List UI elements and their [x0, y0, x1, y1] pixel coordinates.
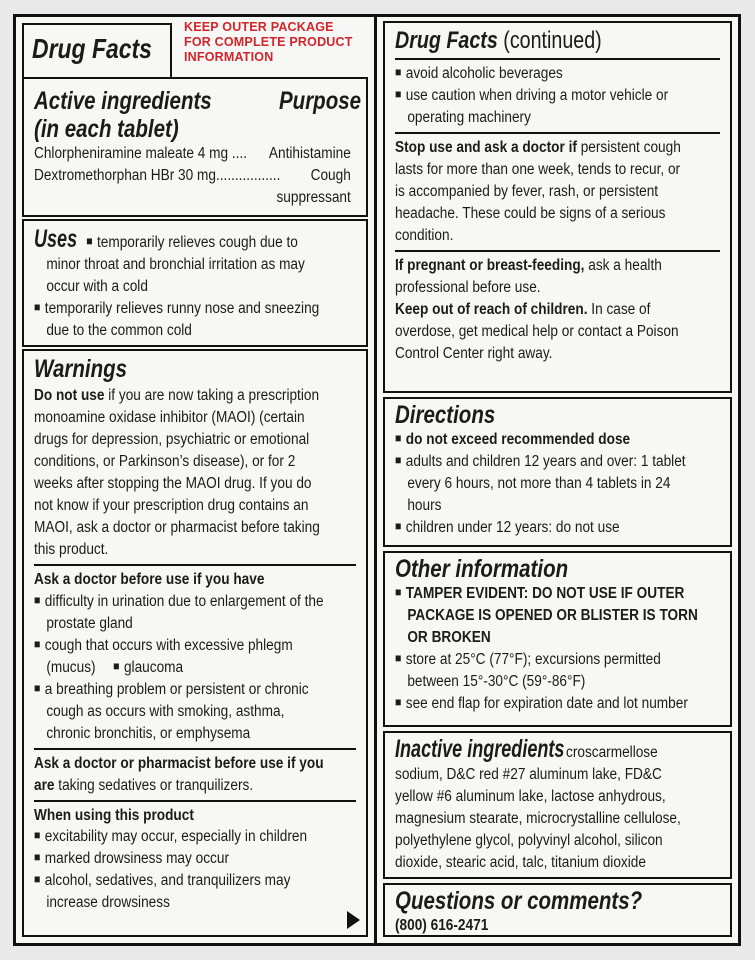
- questions-box: [383, 883, 732, 937]
- directions-heading: Directions: [395, 401, 496, 429]
- do-not-use-text: Do not use if you are now taking a prescription monoamine oxidase inhibitor (MAOI) (certain drugs for depression, psychiatric or emotional conditions, or Parkinson’s disease), or for 2 weeks after stopping the MAOI drug. If you do not know if your prescription drug contains an MAOI, ask a doctor or pharmacist before taking this product.: [34, 387, 320, 558]
- divider: [395, 132, 720, 134]
- uses-item: ■ temporarily relieves runny nose and sneezing due to the common cold: [34, 298, 354, 342]
- pregnancy-section: If pregnant or breast-feeding, ask a health professional before use. Keep out of reach of children. In case of overdose, get medical help or contact a Poison Control Center right away.: [395, 257, 679, 362]
- other-info-box: Other information ■ TAMPER EVIDENT: DO NOT USE IF OUTER PACKAGE IS OPENED OR BLISTER IS TORN OR BROKEN ■ store at 25°C (77°F); excursions permitted between 15°-30°C (59°-86°F) ■ see end flap for expiration date and lot number: [383, 551, 732, 727]
- questions-heading: Questions or comments?: [395, 887, 643, 915]
- ask-pharmacist-section: Ask a doctor or pharmacist before use if you are taking sedatives or tranquilizers.: [34, 755, 324, 794]
- active-ingredient-row: Chlorpheniramine maleate 4 mg .... Antihistamine: [34, 145, 351, 162]
- active-ingredients-subheading: (in each tablet): [34, 115, 179, 143]
- warnings-box: [22, 349, 368, 937]
- active-ingredient-row: Dextromethorphan HBr 30 mg................. Cough: [34, 167, 351, 184]
- divider: [34, 800, 356, 802]
- warnings-heading: Warnings: [34, 355, 128, 383]
- divider: [395, 250, 720, 252]
- inactive-ingredients-heading: Inactive ingredients: [395, 735, 565, 763]
- divider: [34, 564, 356, 566]
- ask-doctor-section: Ask a doctor before use if you have ■ difficulty in urination due to enlargement of the prostate gland ■ cough that occurs with excessive phlegm (mucus)■ glaucoma ■ a breathing problem or persistent or chronic cough as occurs with smoking, asthma, chronic bronchitis, or emphysema: [34, 569, 354, 745]
- active-ingredients-heading: Active ingredients: [34, 87, 212, 115]
- divider: [34, 748, 356, 750]
- when-using-section: When using this product ■ excitability may occur, especially in children ■ marked drowsiness may occur ■ alcohol, sedatives, and tranquilizers may increase drowsiness: [34, 805, 354, 913]
- uses-box: Uses ■ temporarily relieves cough due to minor throat and bronchial irritation as may occur with a cold ■ temporarily relieves runny nose and sneezing due to the common cold: [22, 219, 368, 347]
- continue-arrow-icon: [347, 911, 360, 929]
- uses-item: ■ temporarily relieves cough due to: [86, 234, 298, 251]
- uses-heading: Uses: [34, 225, 78, 253]
- active-ingredients-box: [22, 77, 368, 217]
- inactive-ingredients-box: Inactive ingredients croscarmellose sodium, D&C red #27 aluminum lake, FD&C yellow #6 aluminum lake, lactose anhydrous, magnesium stearate, microcrystalline cellulose, polyethylene glycol, polyvinyl alcohol, silicon dioxide, stearic acid, talc, titanium dioxide: [383, 731, 732, 879]
- stop-use-section: Stop use and ask a doctor if persistent cough lasts for more than one week, tends to recur, or is accompanied by fever, rash, or persistent headache. These could be signs of a serious condition.: [395, 139, 681, 244]
- other-info-heading: Other information: [395, 555, 569, 583]
- drug-facts-title: Drug Facts: [32, 33, 152, 64]
- active-ingredient-list: Chlorpheniramine maleate 4 mg .... Antihistamine Dextromethorphan HBr 30 mg................. Cough suppressant: [34, 145, 351, 206]
- continued-title: Drug Facts: [395, 27, 498, 54]
- drug-facts-panel: [13, 14, 741, 946]
- directions-box: Directions ■ do not exceed recommended dose ■ adults and children 12 years and over: 1 tablet every 6 hours, not more than 4 tablets in 24 hours ■ children under 12 years: do not use: [383, 397, 732, 547]
- drug-facts-title-box: [22, 23, 172, 79]
- right-column: [377, 17, 738, 943]
- divider: [395, 58, 720, 60]
- left-column: [16, 17, 377, 943]
- keep-package-notice: KEEP OUTER PACKAGE FOR COMPLETE PRODUCT INFORMATION: [184, 20, 353, 64]
- purpose-heading: Purpose: [278, 87, 361, 115]
- phone-number: (800) 616-2471: [395, 917, 489, 934]
- continued-box: Drug Facts (continued) ■ avoid alcoholic beverages ■ use caution when driving a motor vehicle or operating machinery Stop use and ask a doctor if persistent cough lasts for more than one week, tends to recur, or is accompanied by fever, rash, or persistent headache. These could be signs of a serious condition. If pregnant or breast-feeding, ask a health professional before use. Keep out of reach of children. In case of overdose, get medical help or contact a Poison Control Center right away.: [383, 21, 732, 393]
